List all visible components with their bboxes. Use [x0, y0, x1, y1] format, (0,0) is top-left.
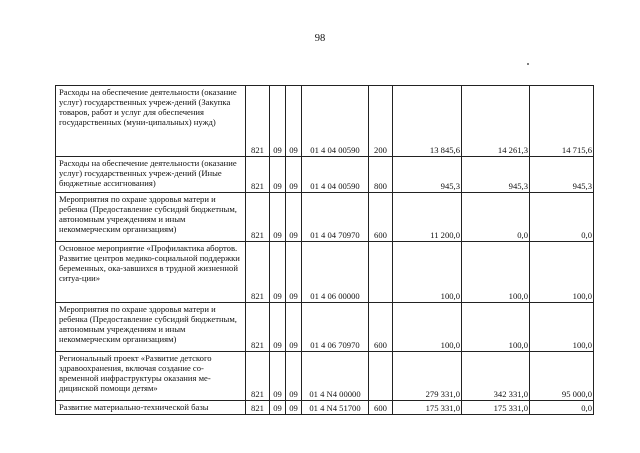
amount-year2-cell: 945,3 — [462, 157, 530, 193]
subsection-code-cell: 09 — [286, 242, 302, 303]
amount-year1-cell: 11 200,0 — [393, 193, 462, 242]
section-code-cell: 09 — [270, 303, 286, 352]
target-article-cell: 01 4 04 70970 — [302, 193, 369, 242]
table-row — [56, 193, 594, 242]
amount-year2-cell: 0,0 — [462, 193, 530, 242]
ministry-code-cell: 821 — [246, 193, 270, 242]
target-article-cell: 01 4 04 00590 — [302, 157, 369, 193]
table-row — [56, 401, 594, 415]
amount-year3-cell: 100,0 — [530, 303, 594, 352]
amount-year3-cell: 95 000,0 — [530, 352, 594, 401]
table-row — [56, 352, 594, 401]
amount-year2-cell: 342 331,0 — [462, 352, 530, 401]
ministry-code-cell: 821 — [246, 242, 270, 303]
budget-table — [55, 85, 594, 415]
subsection-code-cell: 09 — [286, 303, 302, 352]
description-cell: Региональный проект «Развитие детского здравоохранения, включая создание со-временной инфраструктуры оказания ме-дицинской помощи детям» — [56, 352, 246, 401]
description-cell: Развитие материально-технической базы — [56, 401, 246, 415]
amount-year3-cell: 0,0 — [530, 193, 594, 242]
target-article-cell: 01 4 06 70970 — [302, 303, 369, 352]
section-code-cell: 09 — [270, 86, 286, 157]
expense-type-cell: 200 — [369, 86, 393, 157]
amount-year2-cell: 175 331,0 — [462, 401, 530, 415]
expense-type-cell: 600 — [369, 401, 393, 415]
amount-year1-cell: 100,0 — [393, 303, 462, 352]
amount-year1-cell: 279 331,0 — [393, 352, 462, 401]
expense-type-cell — [369, 242, 393, 303]
amount-year1-cell: 100,0 — [393, 242, 462, 303]
expense-type-cell: 600 — [369, 193, 393, 242]
expense-type-cell — [369, 352, 393, 401]
amount-year3-cell: 0,0 — [530, 401, 594, 415]
amount-year1-cell: 175 331,0 — [393, 401, 462, 415]
description-cell: Мероприятия по охране здоровья матери и ребенка (Предоставление субсидий бюджетным, автономным учреждениям и иным некоммерческим организациям) — [56, 193, 246, 242]
amount-year2-cell: 14 261,3 — [462, 86, 530, 157]
amount-year1-cell: 945,3 — [393, 157, 462, 193]
budget-table-body — [56, 86, 594, 415]
ministry-code-cell: 821 — [246, 86, 270, 157]
table-row — [56, 86, 594, 157]
description-cell: Расходы на обеспечение деятельности (оказание услуг) государственных учреж-дений (Иные бюджетные ассигнования) — [56, 157, 246, 193]
expense-type-cell: 800 — [369, 157, 393, 193]
subsection-code-cell: 09 — [286, 86, 302, 157]
subsection-code-cell: 09 — [286, 157, 302, 193]
amount-year2-cell: 100,0 — [462, 242, 530, 303]
amount-year3-cell: 14 715,6 — [530, 86, 594, 157]
ministry-code-cell: 821 — [246, 352, 270, 401]
table-row — [56, 303, 594, 352]
section-code-cell: 09 — [270, 242, 286, 303]
description-cell: Мероприятия по охране здоровья матери и ребенка (Предоставление субсидий бюджетным, автономным учреждениям и иным некоммерческим организациям) — [56, 303, 246, 352]
subsection-code-cell: 09 — [286, 352, 302, 401]
ministry-code-cell: 821 — [246, 303, 270, 352]
target-article-cell: 01 4 04 00590 — [302, 86, 369, 157]
section-code-cell: 09 — [270, 193, 286, 242]
scan-speck — [527, 63, 529, 65]
ministry-code-cell: 821 — [246, 401, 270, 415]
amount-year3-cell: 945,3 — [530, 157, 594, 193]
target-article-cell: 01 4 N4 51700 — [302, 401, 369, 415]
table-row — [56, 242, 594, 303]
section-code-cell: 09 — [270, 157, 286, 193]
amount-year3-cell: 100,0 — [530, 242, 594, 303]
page-number: 98 — [314, 33, 326, 44]
expense-type-cell: 600 — [369, 303, 393, 352]
amount-year2-cell: 100,0 — [462, 303, 530, 352]
subsection-code-cell: 09 — [286, 193, 302, 242]
ministry-code-cell: 821 — [246, 157, 270, 193]
target-article-cell: 01 4 N4 00000 — [302, 352, 369, 401]
description-cell: Расходы на обеспечение деятельности (оказание услуг) государственных учреж-дений (Закупка товаров, работ и услуг для обеспечения государственных (муни-ципальных) нужд) — [56, 86, 246, 157]
amount-year1-cell: 13 845,6 — [393, 86, 462, 157]
description-cell: Основное мероприятие «Профилактика абортов. Развитие центров медико-социальной поддержки беременных, ока-завшихся в трудной жизненной ситуа-ции» — [56, 242, 246, 303]
section-code-cell: 09 — [270, 352, 286, 401]
subsection-code-cell: 09 — [286, 401, 302, 415]
section-code-cell: 09 — [270, 401, 286, 415]
table-row — [56, 157, 594, 193]
target-article-cell: 01 4 06 00000 — [302, 242, 369, 303]
